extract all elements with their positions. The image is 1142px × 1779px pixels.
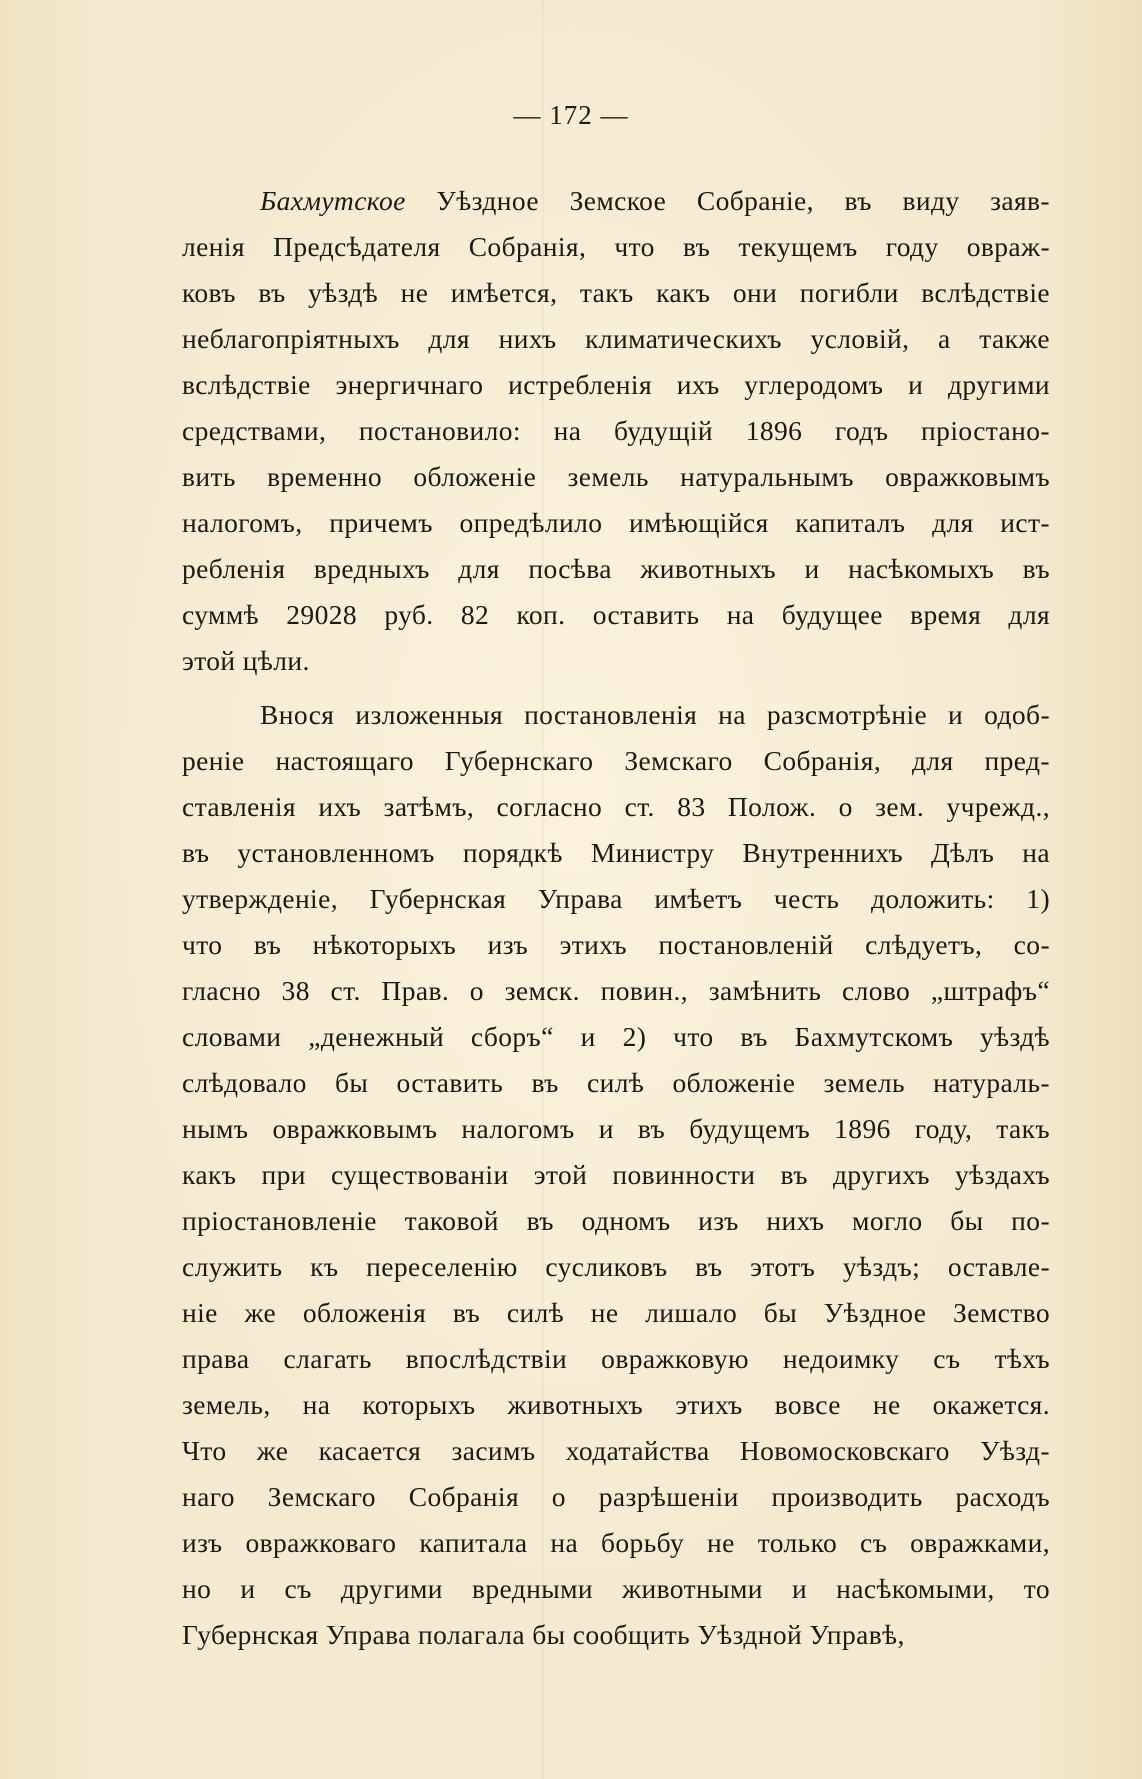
paragraph [182, 178, 1050, 684]
text-line: изъ овражковаго капитала на борьбу не только съ овражками, [182, 1527, 1050, 1558]
text-line: этой цѣли. [182, 645, 310, 676]
text-line: утвержденіе, Губернская Управа имѣетъ честь доложить: 1) [182, 883, 1050, 914]
text-line: ковъ въ уѣздѣ не имѣется, такъ какъ они погибли вслѣдствіе [182, 277, 1050, 308]
text-line: что въ нѣкоторыхъ изъ этихъ постановленій слѣдуетъ, со- [182, 929, 1050, 960]
text-line: вить временно обложеніе земель натуральнымъ овражковымъ [182, 461, 1050, 492]
text-line: слѣдовало бы оставить въ силѣ обложеніе земель натураль- [182, 1067, 1050, 1098]
text-line: Губернская Управа полагала бы сообщить Уѣздной Управѣ, [182, 1619, 905, 1650]
text-line: ленія Предсѣдателя Собранія, что въ текущемъ году овраж- [182, 231, 1050, 262]
text-line: нымъ овражковымъ налогомъ и въ будущемъ 1896 году, такъ [182, 1113, 1050, 1144]
text-line: служить къ переселенію сусликовъ въ этотъ уѣздъ; оставле- [182, 1251, 1050, 1282]
text-line: въ установленномъ порядкѣ Министру Внутреннихъ Дѣлъ на [182, 837, 1050, 868]
text-line: неблагопріятныхъ для нихъ климатическихъ условій, а также [182, 323, 1050, 354]
text-line: ніе же обложенія въ силѣ не лишало бы Уѣздное Земство [182, 1297, 1050, 1328]
text-line: земель, на которыхъ животныхъ этихъ вовсе не окажется. [182, 1389, 1050, 1420]
text-line: суммѣ 29028 руб. 82 коп. оставить на будущее время для [182, 599, 1050, 630]
text-line: ставленія ихъ затѣмъ, согласно ст. 83 Полож. о зем. учрежд., [182, 791, 1050, 822]
text-line: гласно 38 ст. Прав. о земск. повин., замѣнить слово „штрафъ“ [182, 975, 1050, 1006]
text-line: вслѣдствіе энергичнаго истребленія ихъ углеродомъ и другими [182, 369, 1050, 400]
text-line: ребленія вредныхъ для посѣва животныхъ и насѣкомыхъ въ [182, 553, 1050, 584]
text-line: Внося изложенныя постановленія на разсмотрѣніе и одоб- [260, 699, 1050, 730]
paragraph-gap [182, 684, 1050, 692]
text-line: но и съ другими вредными животными и насѣкомыми, то [182, 1573, 1050, 1604]
text-line: права слагать впослѣдствіи овражковую недоимку съ тѣхъ [182, 1343, 1050, 1374]
italic-place-name: Бахмутское [260, 185, 406, 216]
page-number: — 172 — [513, 100, 629, 130]
text-line: Что же касается засимъ ходатайства Новомосковскаго Уѣзд- [182, 1435, 1050, 1466]
text-line: пріостановленіе таковой въ одномъ изъ нихъ могло бы по- [182, 1205, 1050, 1236]
text-line: средствами, постановило: на будущій 1896 годъ пріостано- [182, 415, 1050, 446]
text-line: словами „денежный сборъ“ и 2) что въ Бахмутскомъ уѣздѣ [182, 1021, 1050, 1052]
text-line: наго Земскаго Собранія о разрѣшеніи производить расходъ [182, 1481, 1050, 1512]
text-line: реніе настоящаго Губернскаго Земскаго Собранія, для пред- [182, 745, 1050, 776]
body-text [182, 178, 1050, 1658]
paragraph [182, 692, 1050, 1658]
text-line: Бахмутское Уѣздное Земское Собраніе, въ виду заяв- [260, 185, 1050, 216]
text-line: налогомъ, причемъ опредѣлило имѣющійся капиталъ для ист- [182, 507, 1050, 538]
text-line: какъ при существованіи этой повинности въ другихъ уѣздахъ [182, 1159, 1050, 1190]
